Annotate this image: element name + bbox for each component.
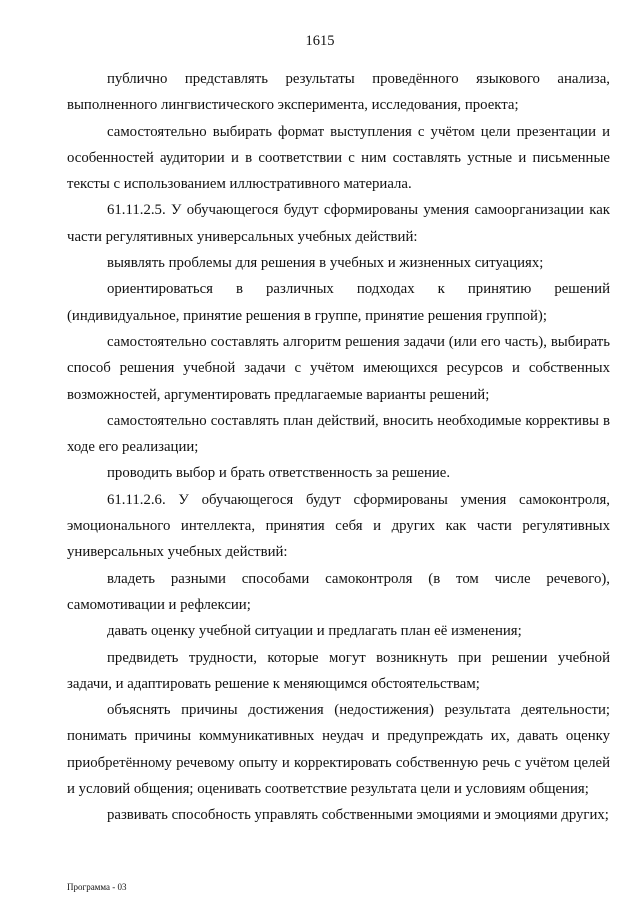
page-number: 1615 xyxy=(305,33,335,49)
paragraph: владеть разными способами самоконтроля (в том числе речевого), самомотивации и рефлексии; xyxy=(67,570,610,613)
paragraph: самостоятельно составлять план действий, вносить необходимые коррективы в ходе его реализации; xyxy=(67,412,610,456)
paragraph: проводить выбор и брать ответственность за решение. xyxy=(107,465,451,482)
footer-label: Программа - 03 xyxy=(67,882,127,892)
paragraph: развивать способность управлять собственными эмоциями и эмоциями других; xyxy=(107,807,609,824)
paragraph: самостоятельно составлять алгоритм решения задачи (или его часть), выбирать способ решения учебной задачи с учётом имеющихся ресурсов и собственных возможностей, аргументировать предлагаемые варианты решений; xyxy=(67,333,610,403)
paragraph: объяснять причины достижения (недостижения) результата деятельности; понимать причины коммуникативных неудач и предупреждать их, давать оценку приобретённому речевому опыту и корректировать собственную речь с учётом целей и условий общения; оценивать соответствие результата цели и условиям общения; xyxy=(67,702,610,798)
paragraph: 61.11.2.6. У обучающегося будут сформированы умения самоконтроля, эмоционального интеллекта, принятия себя и других как части регулятивных универсальных учебных действий: xyxy=(67,491,610,561)
paragraph: самостоятельно выбирать формат выступления с учётом цели презентации и особенностей аудитории и в соответствии с ним составлять устные и письменные тексты с использованием иллюстративного материала. xyxy=(67,123,610,193)
document-body xyxy=(67,66,610,829)
paragraph: публично представлять результаты проведённого языкового анализа, выполненного лингвистического эксперимента, исследования, проекта; xyxy=(67,71,610,114)
paragraph: ориентироваться в различных подходах к принятию решений (индивидуальное, принятие решения в группе, принятие решения группой); xyxy=(67,281,610,324)
paragraph: давать оценку учебной ситуации и предлагать план её изменения; xyxy=(107,623,522,640)
paragraph: предвидеть трудности, которые могут возникнуть при решении учебной задачи, и адаптировать решение к меняющимся обстоятельствам; xyxy=(67,649,610,692)
paragraph: выявлять проблемы для решения в учебных и жизненных ситуациях; xyxy=(107,255,544,272)
paragraph: 61.11.2.5. У обучающегося будут сформированы умения самоорганизации как части регулятивных универсальных учебных действий: xyxy=(67,202,610,245)
